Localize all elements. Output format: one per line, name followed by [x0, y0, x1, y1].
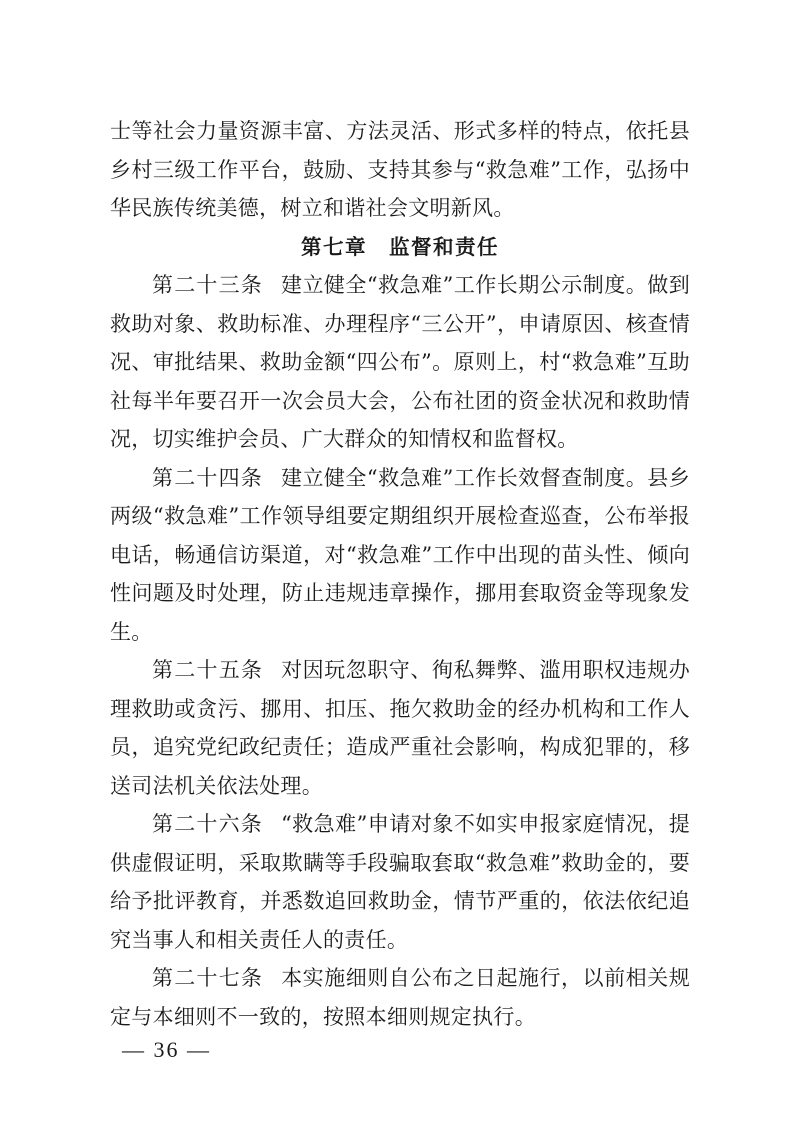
article-number: 第二十七条 [152, 966, 264, 990]
article-text: “救急难”申请对象不如实申报家庭情况，提供虚假证明，采取欺瞒等手段骗取套取“救急难”救助金的，要给予批评教育，并悉数追回救助金，情节严重的，依法依纪追究当事人和相关责任人的责任。 [110, 812, 690, 952]
paragraph-text: 士等社会力量资源丰富、方法灵活、形式多样的特点，依托县乡村三级工作平台，鼓励、支持其参与“救急难”工作，弘扬中华民族传统美德，树立和谐社会文明新风。 [110, 119, 690, 220]
article-27 [110, 959, 690, 1036]
article-text: 建立健全“救急难”工作长期公示制度。做到救助对象、救助标准、办理程序“三公开”，申请原因、核查情况、审批结果、救助金额“四公布”。原则上，村“救急难”互助社每半年要召开一次会员大会，公布社团的资金状况和救助情况，切实维护会员、广大群众的知情权和监督权。 [110, 273, 690, 451]
article-number: 第二十四条 [152, 465, 263, 490]
document-body [110, 112, 690, 1036]
article-text: 对因玩忽职守、徇私舞弊、滥用职权违规办理救助或贪污、挪用、扣压、拖欠救助金的经办机构和工作人员，追究党纪政纪责任；造成严重社会影响，构成犯罪的，移送司法机关依法处理。 [110, 658, 690, 798]
article-text: 本实施细则自公布之日起施行，以前相关规定与本细则不一致的，按照本细则规定执行。 [110, 966, 690, 1029]
article-number: 第二十三条 [152, 273, 263, 297]
article-24 [110, 459, 690, 652]
article-26 [110, 805, 690, 959]
article-23 [110, 266, 690, 459]
chapter-title: 第七章 监督和责任 [301, 234, 499, 259]
page-number: — 36 — [122, 1037, 211, 1062]
article-number: 第二十六条 [152, 812, 263, 836]
article-text: 建立健全“救急难”工作长效督查制度。县乡两级“救急难”工作领导组要定期组织开展检查巡查，公布举报电话，畅通信访渠道，对“救急难”工作中出现的苗头性、倾向性问题及时处理，防止违规违章操作，挪用套取资金等现象发生。 [110, 465, 690, 644]
continuation-paragraph [110, 112, 690, 228]
article-number: 第二十五条 [152, 658, 264, 682]
article-25 [110, 651, 690, 805]
